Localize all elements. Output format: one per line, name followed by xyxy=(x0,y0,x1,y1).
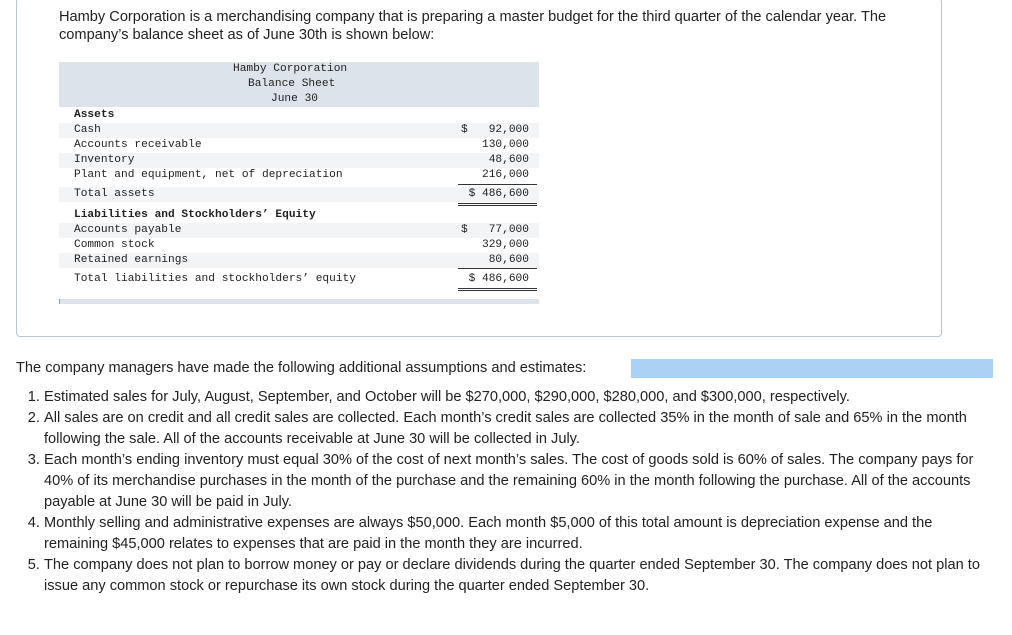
subtotal-underline xyxy=(458,184,537,185)
total-assets-row xyxy=(59,187,539,202)
row-label: Plant and equipment, net of depreciation xyxy=(74,169,343,181)
intro-text: Hamby Corporation is a merchandising company that is preparing a master budget for the third quarter of the calendar year. The company’s balance sheet as of June 30th is shown below: xyxy=(59,9,887,43)
table-row xyxy=(59,238,539,253)
row-amount: $ 486,600 xyxy=(468,273,529,285)
liabilities-heading: Liabilities and Stockholders’ Equity xyxy=(74,209,316,221)
text-highlight xyxy=(631,359,993,378)
row-amount: 77,000 xyxy=(488,224,529,236)
assumptions-intro: The company managers have made the following additional assumptions and estimates: xyxy=(16,360,587,376)
row-label: Total liabilities and stockholders’ equity xyxy=(74,273,356,285)
double-underline-top xyxy=(458,203,537,204)
row-label: Accounts receivable xyxy=(74,139,202,151)
assets-heading-row xyxy=(59,108,539,123)
table-row xyxy=(59,153,539,168)
assets-heading: Assets xyxy=(74,109,115,121)
table-scrollbar[interactable] xyxy=(59,299,539,304)
row-label: Accounts payable xyxy=(74,224,182,236)
list-item: 3. Each month’s ending inventory must equal 30% of the cost of next month’s sales. The cost of goods sold is 60% of sales. The company pays for 40% of its merchandise purchases in the month of the purchase and the remaining 60% in the month following the purchase. All of the accounts payable at June 30 will be paid in July. xyxy=(44,450,984,513)
row-label: Total assets xyxy=(74,188,155,200)
row-amount: 329,000 xyxy=(482,239,529,251)
table-row xyxy=(59,123,539,138)
table-row xyxy=(59,253,539,268)
row-amount: 92,000 xyxy=(488,124,529,136)
statement-title: Balance Sheet xyxy=(248,78,336,90)
row-label: Common stock xyxy=(74,239,155,251)
table-row xyxy=(59,138,539,153)
row-amount: 130,000 xyxy=(482,139,529,151)
row-amount: 80,600 xyxy=(488,254,529,266)
balance-sheet-header xyxy=(59,62,539,107)
list-item: 4. Monthly selling and administrative expenses are always $50,000. Each month $5,000 of this total amount is depreciation expense and the remaining $45,000 relates to expenses that are paid in the month they are incurred. xyxy=(44,513,984,555)
total-liabilities-row xyxy=(59,272,539,287)
liabilities-heading-row xyxy=(59,208,539,223)
list-item: 1. Estimated sales for July, August, September, and October will be $270,000, $290,000, $280,000, and $300,000, respectively. xyxy=(44,387,984,408)
list-item: 5. The company does not plan to borrow money or pay or declare dividends during the quarter ended September 30. The company does not plan to issue any common stock or repurchase its own stock during the quarter ended September 30. xyxy=(44,555,984,597)
table-row xyxy=(59,223,539,238)
row-amount: 48,600 xyxy=(488,154,529,166)
dollar-sign: $ xyxy=(461,124,468,136)
double-underline-bottom xyxy=(458,290,537,291)
row-label: Retained earnings xyxy=(74,254,189,266)
list-item: 2. All sales are on credit and all credit sales are collected. Each month’s credit sales are collected 35% in the month of sale and 65% in the month following the sale. All of the accounts receivable at June 30 will be collected in July. xyxy=(44,408,984,450)
row-amount: 216,000 xyxy=(482,169,529,181)
statement-date: June 30 xyxy=(271,93,318,105)
row-amount: $ 486,600 xyxy=(468,188,529,200)
double-underline-bottom xyxy=(458,205,537,206)
assumptions-list xyxy=(16,387,984,597)
dollar-sign: $ xyxy=(461,224,468,236)
company-name: Hamby Corporation xyxy=(233,63,348,75)
table-row xyxy=(59,168,539,183)
row-label: Inventory xyxy=(74,154,135,166)
row-label: Cash xyxy=(74,124,101,136)
double-underline-top xyxy=(458,288,537,289)
subtotal-underline xyxy=(458,268,537,269)
